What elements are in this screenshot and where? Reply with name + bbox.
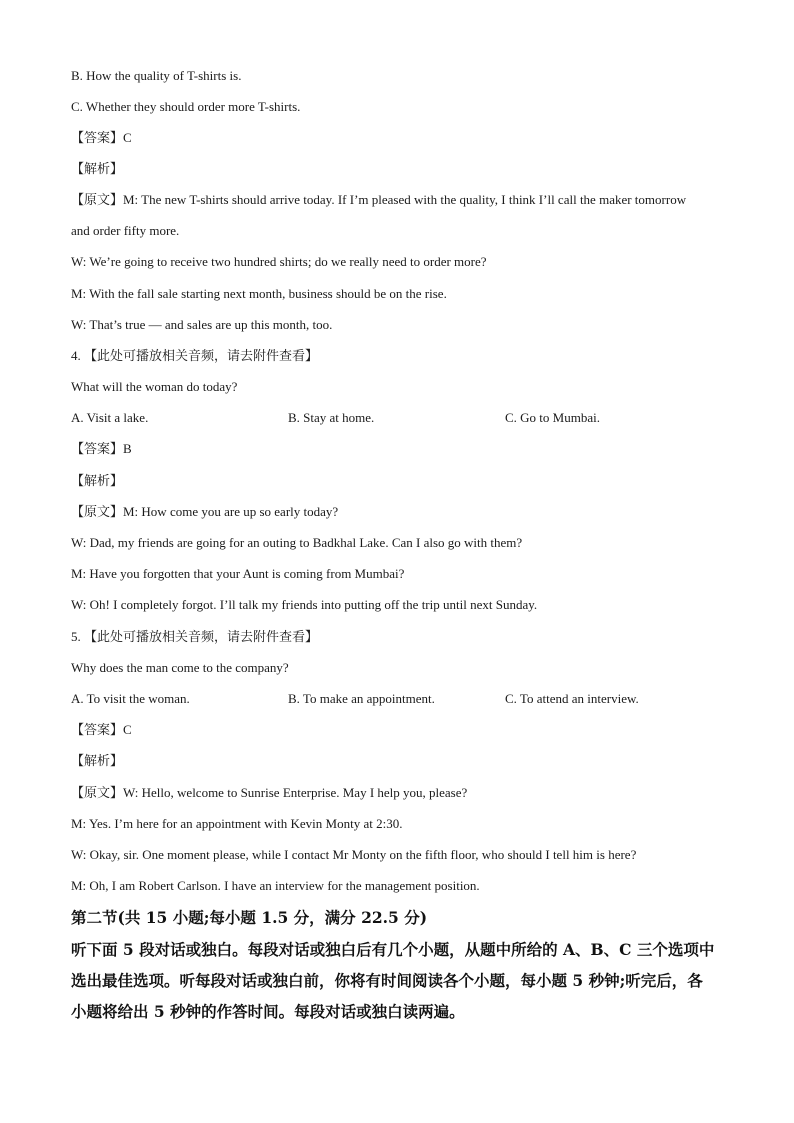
q5-question: Why does the man come to the company? bbox=[71, 660, 289, 675]
q3-analysis-label: 【解析】 bbox=[71, 161, 124, 176]
q4-transcript-line-2: W: Dad, my friends are going for an outing to Badkhal Lake. Can I also go with them? bbox=[71, 535, 523, 550]
q3-answer: 【答案】C bbox=[71, 130, 132, 145]
q3-transcript-line-3: W: We’re going to receive two hundred shirts; do we really need to order more? bbox=[71, 254, 487, 269]
q5-transcript-line-4: M: Oh, I am Robert Carlson. I have an interview for the management position. bbox=[71, 878, 480, 893]
q5-option-a: A. To visit the woman. bbox=[71, 691, 190, 706]
q4-analysis-label: 【解析】 bbox=[71, 473, 124, 488]
section2-instruction-line-3: 小题将给出 5 秒钟的作答时间。每段对话或独白读两遍。 bbox=[71, 1002, 465, 1021]
q4-transcript-line-1: 【原文】M: How come you are up so early today? bbox=[71, 504, 339, 519]
q4-option-c: C. Go to Mumbai. bbox=[505, 410, 600, 425]
section2-instruction-line-2: 选出最佳选项。听每段对话或独白前，你将有时间阅读各个小题，每小题 5 秒钟;听完后，各 bbox=[71, 971, 703, 990]
section2-instruction-line-1: 听下面 5 段对话或独白。每段对话或独白后有几个小题，从题中所给的 A、B、C 三个选项中 bbox=[71, 940, 715, 959]
q3-transcript-line-1: 【原文】M: The new T-shirts should arrive today. If I’m pleased with the quality, I think I’ll call the maker tomorrow bbox=[71, 192, 687, 207]
q5-answer: 【答案】C bbox=[71, 722, 132, 737]
q3-transcript-line-4: M: With the fall sale starting next month, business should be on the rise. bbox=[71, 286, 447, 301]
q4-transcript-line-3: M: Have you forgotten that your Aunt is coming from Mumbai? bbox=[71, 566, 405, 581]
q4-question: What will the woman do today? bbox=[71, 379, 238, 394]
q4-transcript-line-4: W: Oh! I completely forgot. I’ll talk my friends into putting off the trip until next Sunday. bbox=[71, 597, 538, 612]
q5-transcript-line-2: M: Yes. I’m here for an appointment with Kevin Monty at 2:30. bbox=[71, 816, 403, 831]
q5-transcript-line-1: 【原文】W: Hello, welcome to Sunrise Enterprise. May I help you, please? bbox=[71, 785, 468, 800]
q4-option-a: A. Visit a lake. bbox=[71, 410, 149, 425]
section2-title: 第二节(共 15 小题;每小题 1.5 分，满分 22.5 分) bbox=[71, 908, 428, 927]
q4-heading: 4. 【此处可播放相关音频，请去附件查看】 bbox=[71, 348, 319, 363]
q4-answer: 【答案】B bbox=[71, 441, 132, 456]
q5-heading: 5. 【此处可播放相关音频，请去附件查看】 bbox=[71, 629, 319, 644]
q3-option-c: C. Whether they should order more T-shirts. bbox=[71, 99, 301, 114]
q3-option-b: B. How the quality of T-shirts is. bbox=[71, 68, 242, 83]
q5-option-c: C. To attend an interview. bbox=[505, 691, 639, 706]
q5-option-b: B. To make an appointment. bbox=[288, 691, 435, 706]
q3-transcript-line-2: and order fifty more. bbox=[71, 223, 180, 238]
q3-transcript-line-5: W: That’s true — and sales are up this month, too. bbox=[71, 317, 333, 332]
q5-analysis-label: 【解析】 bbox=[71, 753, 124, 768]
section2-instructions bbox=[71, 934, 723, 1027]
q4-option-b: B. Stay at home. bbox=[288, 410, 375, 425]
q5-transcript-line-3: W: Okay, sir. One moment please, while I contact Mr Monty on the fifth floor, who should I tell him is here? bbox=[71, 847, 637, 862]
